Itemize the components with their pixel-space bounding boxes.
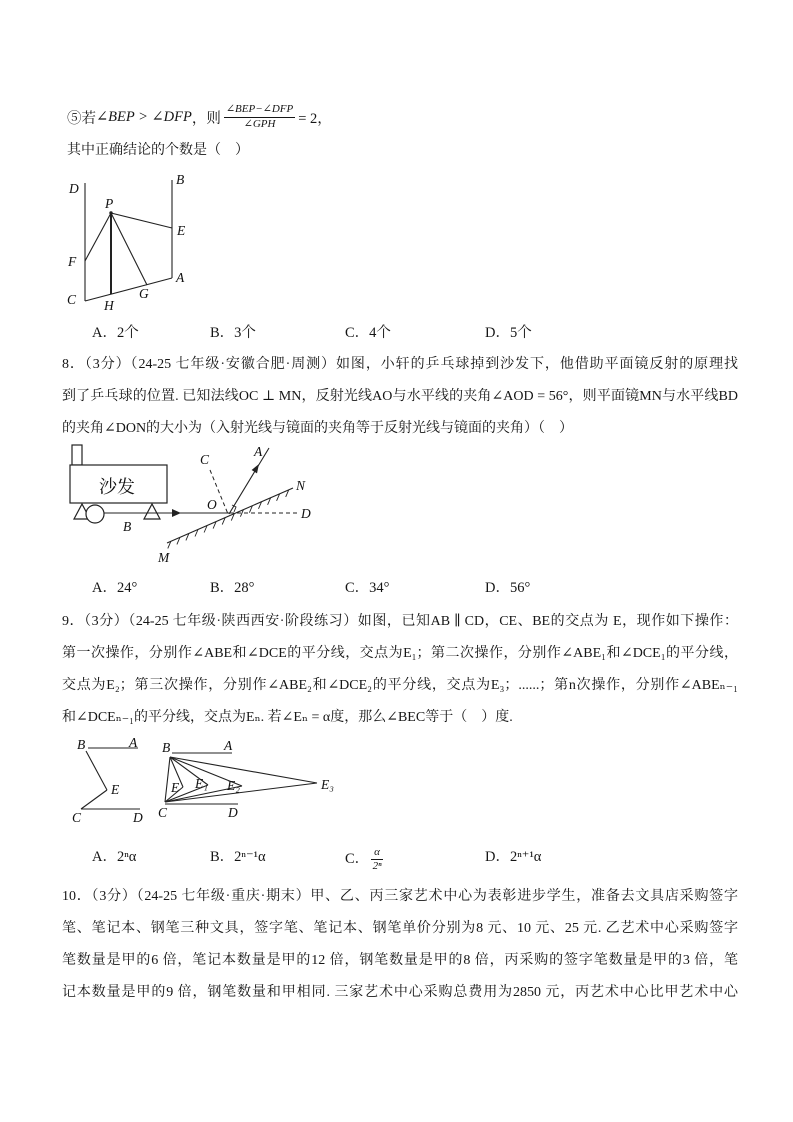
fig3r-label-b: B (162, 740, 171, 755)
fig3r-label-a: A (224, 738, 233, 753)
q7-option-d: D．5个 (485, 325, 532, 341)
q9-option-d: D．2ⁿ⁺¹α (485, 849, 542, 865)
q9-option-b: B．2ⁿ⁻¹α (210, 849, 266, 865)
fig3r-label-e: E (171, 780, 180, 795)
q9-line-1: 9．（3分）（24-25 七年级·陕西西安·阶段练习）如图，已知AB ∥ CD，CE、BE的交点为 E，现作如下操作： (62, 614, 738, 629)
q9-option-c-letter: C． (345, 851, 370, 868)
fig3r-label-e1: E₁ (195, 776, 208, 791)
fig2-label-b: B (123, 519, 132, 534)
sofa-leg-right (144, 504, 160, 519)
q8-mirror-figure (60, 443, 340, 573)
q7-stem: 其中正确结论的个数是（ ） (67, 143, 249, 158)
fig2-label-d: D (301, 506, 311, 521)
fig3r-label-c: C (158, 805, 168, 820)
fig2-label-o: O (207, 497, 217, 512)
fig1-label-d: D (69, 181, 79, 196)
reflected-ray-arrow (252, 464, 259, 473)
fig2-label-m: M (158, 550, 170, 565)
q8-option-b: B．28° (210, 580, 255, 596)
fig3l-label-c: C (72, 810, 82, 825)
fig1-label-c: C (67, 292, 77, 307)
ball (86, 505, 104, 523)
q9-option-a: A．2ⁿα (92, 849, 137, 865)
fig1-label-h: H (104, 298, 114, 313)
formula-then: ，则 (191, 110, 221, 127)
q9-parallel-figure (60, 735, 395, 830)
fig1-label-e: E (177, 223, 186, 238)
fig3l-label-e: E (111, 782, 120, 797)
incident-ray-arrow (172, 509, 181, 517)
fig3l-label-b: B (77, 737, 86, 752)
q10-line-1: 10．（3分）（24-25 七年级·重庆·期末）甲、乙、丙三家艺术中心为表彰进步学生，准备去文具店采购签字 (62, 889, 738, 904)
fraction-denominator: ∠GPH (243, 117, 276, 130)
q10-line-3: 笔数量是甲的6 倍，笔记本数量是甲的12 倍，钢笔数量是甲的8 倍，丙采购的签字笔数量是甲的3 倍，笔 (62, 953, 738, 968)
q8-options (60, 577, 738, 599)
fig3r-label-d: D (228, 805, 238, 820)
q7-option-c: C．4个 (345, 325, 391, 341)
q10-line-4: 记本数量是甲的9 倍，钢笔数量和甲相同. 三家艺术中心采购总费用为2850 元，丙艺术中心比甲艺术中心 (62, 985, 738, 1000)
fig1-label-b: B (176, 172, 185, 187)
q9-option-c (345, 846, 383, 873)
q9-option-c-fraction: $\frac{\alpha}{\text{2ⁿ}}$ (372, 846, 382, 873)
fig2-label-a: A (254, 444, 263, 459)
fig1-label-f: F (68, 254, 77, 269)
sofa-armrest (72, 445, 82, 465)
fig3l-label-a: A (129, 735, 138, 750)
fig3r-label-e2: E₂ (227, 778, 240, 793)
fig1-label-g: G (139, 286, 149, 301)
q7-conclusion-5 (67, 99, 332, 135)
q8-line-3: 的夹角∠DON的大小为（入射光线与镜面的夹角等于反射光线与镜面的夹角）（ ） (62, 421, 574, 436)
q8-line-2: 到了乒乓球的位置. 已知法线OC ⊥ MN，反射光线AO与水平线的夹角∠AOD = 56°，则平面镜MN与水平线BD (62, 389, 738, 404)
sofa-label: 沙发 (99, 477, 135, 497)
formula-equals: = 2， (298, 110, 332, 127)
q9-line-3: 交点为E₂；第三次操作，分别作∠ABE₂和∠DCE₂的平分线，交点为E₃；......；第n次操作，分别作∠ABEₙ₋₁ (62, 678, 738, 693)
q7-geometry-figure (60, 170, 200, 320)
q8-option-a: A．24° (92, 580, 138, 596)
fig2-label-c: C (200, 452, 210, 467)
q9-line-4: 和∠DCEₙ₋₁的平分线，交点为Eₙ. 若∠Eₙ = α度，那么∠BEC等于（ ）度. (62, 710, 513, 725)
formula-inequality: ∠BEP > ∠DFP (96, 108, 192, 125)
formula-fraction (224, 103, 295, 132)
q9-options (60, 846, 738, 873)
formula-prefix: ⑤若 (67, 110, 96, 127)
q7-options (60, 322, 738, 344)
q8-option-c: C．34° (345, 580, 390, 596)
q7-option-a: A．2个 (92, 325, 139, 341)
q10-line-2: 笔、笔记本、钢笔三种文具，签字笔、笔记本、钢笔单价分别为8 元、10 元、25 元. 乙艺术中心采购签字 (62, 921, 738, 936)
q9-line-2: 第一次操作，分别作∠ABE和∠DCE的平分线，交点为E₁；第二次操作，分别作∠ABE₁和∠DCE₁的平分线， (62, 646, 738, 661)
point-p-dot (109, 211, 112, 214)
fraction-numerator: ∠BEP−∠DFP (224, 103, 295, 118)
fig2-label-n: N (296, 478, 306, 493)
fig3l-label-d: D (133, 810, 143, 825)
fig3r-label-e3: E₃ (321, 777, 334, 792)
fig1-label-a: A (176, 270, 185, 285)
q8-option-d: D．56° (485, 580, 531, 596)
fig1-label-p: P (105, 196, 114, 211)
q8-line-1: 8．（3分）（24-25 七年级·安徽合肥·周测）如图，小轩的乒乓球掉到沙发下，他借助平面镜反射的原理找 (62, 357, 738, 372)
q7-option-b: B．3个 (210, 325, 256, 341)
